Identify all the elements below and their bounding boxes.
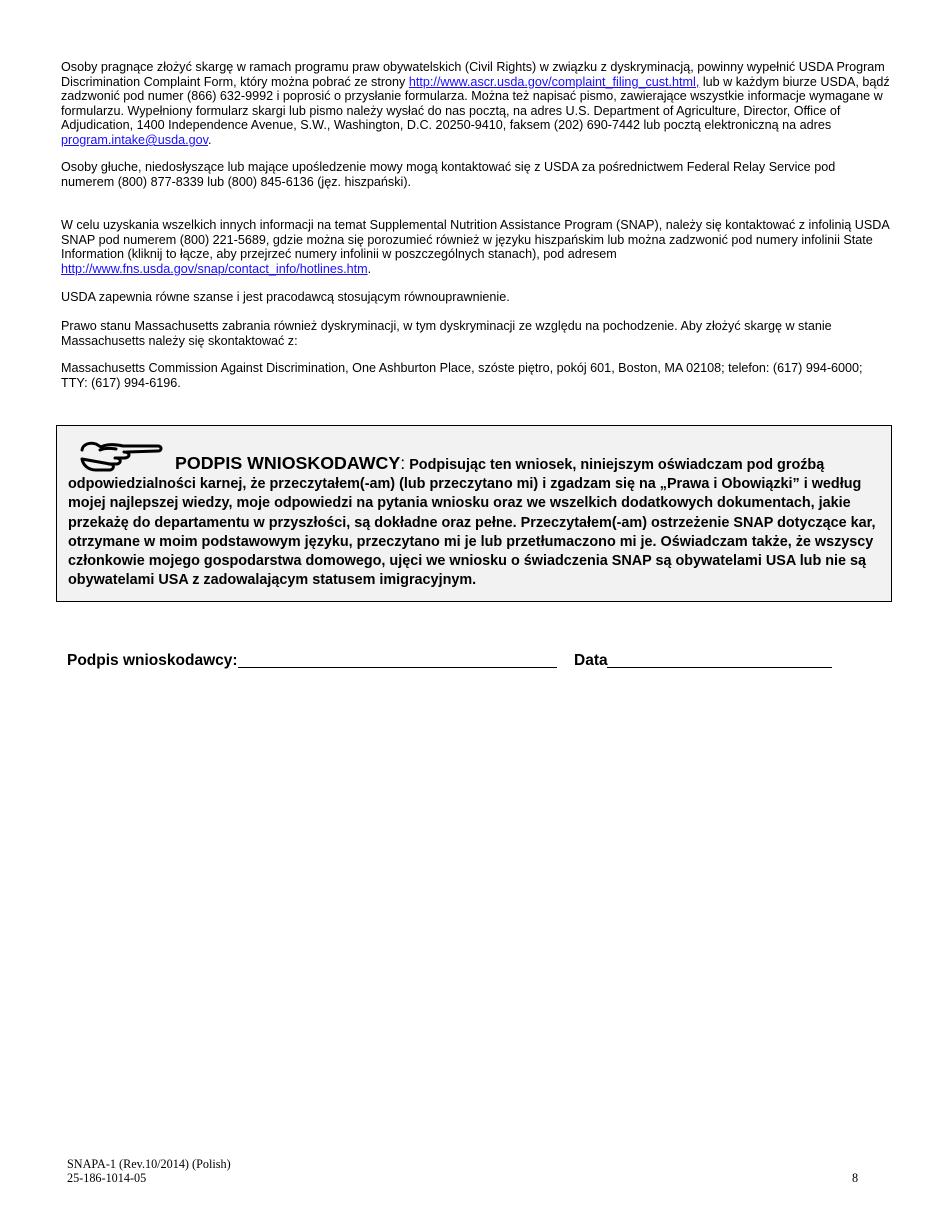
page-number: 8 <box>852 1171 859 1185</box>
attestation-colon: : <box>400 453 406 473</box>
relay-service-paragraph: Osoby głuche, niedosłyszące lub mające upośledzenie mowy mogą kontaktować się z USDA za pośrednictwem Federal Relay Service pod numerem (800) 877-8339 lub (800) 845-6136 (jęz. hiszpański). <box>61 160 836 189</box>
date-line[interactable] <box>607 667 832 668</box>
form-id: SNAPA-1 (Rev.10/2014) (Polish) <box>67 1157 231 1171</box>
civil-rights-text-2: lub w każdym biurze USDA, bądź zadzwonić pod numer (866) 632-9992 i poprosić o przysłanie formularza. Można też napisać pismo, zawierające wszystkie informacje wymagane w formularzu. Wypełniony formularz skargi lub pismo należy wysłać do nas pocztą, na adres U.S. Department of Agriculture, Director, Office of Adjudication, 1400 Independence Avenue, S.W., Washington, D.C. 20250-9410, faksem (202) 690-7442 lub pocztą elektroniczną na adres <box>61 74 890 133</box>
attestation-text <box>68 454 880 590</box>
signature-line[interactable] <box>238 667 557 668</box>
snap-info-paragraph <box>61 218 891 276</box>
snap-info-text-2: . <box>367 261 372 276</box>
attestation-body: Podpisując ten wniosek, niniejszym oświadczam pod groźbą odpowiedzialności karnej, że przeczytałem(-am) (lub przeczytano mi) i zgadzam się na „Prawa i Obowiązki” i według mojej najlepszej wiedzy, moje odpowiedzi na pytania wniosku oraz we wszelkich dodatkowych dokumentach, jakie przekażę do departamentu w przyszłości, są dokładne oraz pełne. Przeczytałem(-am) ostrzeżenie SNAP dotyczące kar, otrzymane w moim podstawowym języku, przeczytano mi je lub przetłumaczono mi je. Oświadczam także, że wszyscy członkowie mojego gospodarstwa domowego, ujęci we wniosku o świadczenia SNAP są obywatelami USA lub nie są obywatelami USA z zadowalającym statusem imigracyjnym. <box>68 457 876 589</box>
civil-rights-text-3: . <box>207 132 212 147</box>
equal-opportunity-paragraph: USDA zapewnia równe szanse i jest pracodawcą stosującym równouprawnienie. <box>61 290 510 304</box>
date-label: Data <box>574 652 608 669</box>
signature-label: Podpis wnioskodawcy: <box>67 652 238 669</box>
civil-rights-paragraph <box>61 60 891 148</box>
civil-rights-text-1: Osoby pragnące złożyć skargę w ramach programu praw obywatelskich (Civil Rights) w związku z dyskryminacją, powinny wypełnić USDA Program Discrimination Complaint Form, który można pobrać ze strony <box>61 60 885 89</box>
program-intake-email-link[interactable]: program.intake@usda.gov <box>61 132 208 147</box>
attestation-heading: PODPIS WNIOSKODAWCY <box>175 453 401 473</box>
massachusetts-contact-paragraph: Massachusetts Commission Against Discrimination, One Ashburton Place, szóste piętro, pokój 601, Boston, MA 02108; telefon: (617) 994-6000; TTY: (617) 994-6196. <box>61 361 863 390</box>
attestation-box <box>56 425 892 602</box>
massachusetts-law-paragraph: Prawo stanu Massachusetts zabrania również dyskryminacji, w tym dyskryminacji ze względu na pochodzenie. Aby złożyć skargę w stanie Massachusetts należy się skontaktować z: <box>61 319 832 348</box>
snap-info-text-1: W celu uzyskania wszelkich innych informacji na temat Supplemental Nutrition Assistance Program (SNAP), należy się kontaktować z infolinią USDA SNAP pod numerem (800) 221-5689, gdzie można się porozumieć również w języku hiszpańskim lub można zadzwonić pod numery infolinii State Information (kliknij to łącze, aby przejrzeć numery infolinii w poszczególnych stanach), pod adresem <box>61 218 890 262</box>
complaint-form-link[interactable]: http://www.ascr.usda.gov/complaint_filing_cust.html, <box>408 74 700 89</box>
form-code: 25-186-1014-05 <box>67 1171 147 1185</box>
snap-hotlines-link[interactable]: http://www.fns.usda.gov/snap/contact_info/hotlines.htm <box>61 261 368 276</box>
